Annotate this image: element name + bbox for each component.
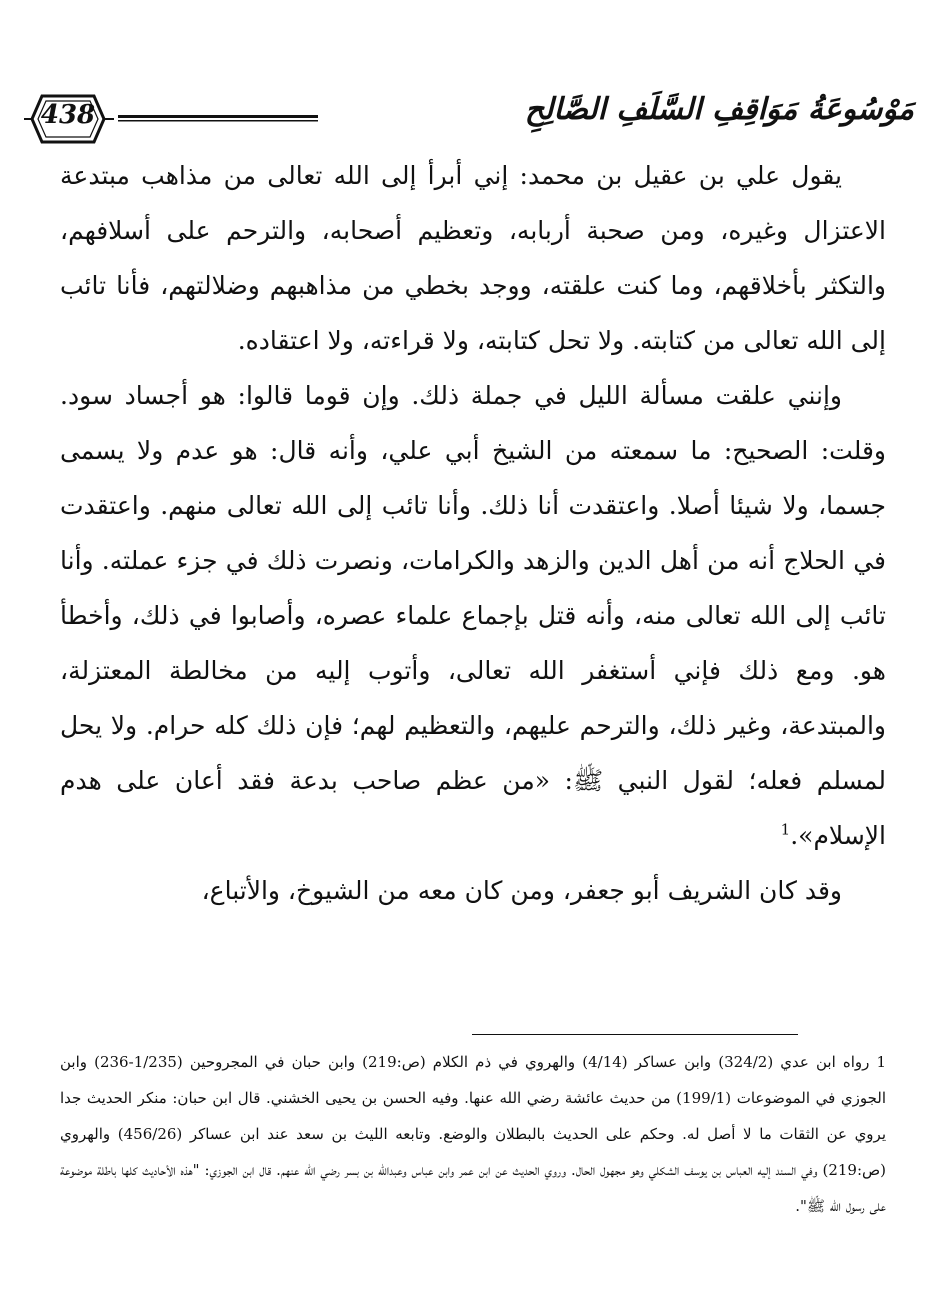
footnote-reference[interactable]: 1	[780, 820, 791, 839]
paragraph-text: وإنني علقت مسألة الليل في جملة ذلك. وإن قوما قالوا: هو أجساد سود. وقلت: الصحيح: ما سمعته من الشيخ أبي علي، وأنه قال: هو عدم ولا يسمى جسما، ولا شيئا أصلا. واعتقدت أنا ذلك. وأنا تائب إلى الله تعالى منهم. واعتقدت في الحلاج أنه من أهل الدين والزهد والكرامات، ونصرت ذلك في جزء عملته. وأنا تائب إلى الله تعالى منه، وأنه قتل بإجماع علماء عصره، وأصابوا في ذلك، وأخطأ هو. ومع ذلك فإني أستغفر الله تعالى، وأتوب إليه من مخالطة المعتزلة، والمبتدعة، وغير ذلك، والترحم عليهم، والتعظيم لهم؛ فإن ذلك كله حرام. ولا يحل لمسلم فعله؛ لقول النبي ﷺ: «من عظم صاحب بدعة فقد أعان على هدم الإسلام».	[60, 381, 886, 850]
footnote-text: رواه ابن عدي (324/2) وابن عساكر (4/14) والهروي في ذم الكلام (ص:219) وابن حبان في المجروحين (1/235-236) وابن الجوزي في الموضوعات (199/1) من حديث عائشة رضي الله عنها. وفيه الحسن بن يحيى الخشني. قال ابن حبان: منكر الحديث جدا يروي عن الثقات ما لا أصل له. وحكم على الحديث بالبطلان والوضع. وتابعه الليث بن سعد عند ابن عساكر (456/26) والهروي (ص:219) وفي السند إليه العباس بن يوسف الشكلي وهو مجهول الحال. وروي الحديث عن ابن عمر وابن عباس وعبدالله بن بسر رضي الله عنهم. قال ابن الجوزي: "هذه الأحاديث كلها باطلة موضوعة على رسول الله ﷺ".	[60, 1053, 887, 1215]
book-title: مَوْسُوعَةُ مَوَاقِفِ السَّلَفِ الصَّالِحِ	[524, 92, 914, 127]
footnote	[60, 1044, 886, 1224]
footnote-number: 1	[876, 1053, 887, 1071]
footnotes	[60, 1044, 886, 1224]
main-text	[60, 148, 886, 918]
paragraph: يقول علي بن عقيل بن محمد: إني أبرأ إلى الله تعالى من مذاهب مبتدعة الاعتزال وغيره، ومن صحبة أربابه، وتعظيم أصحابه، والترحم على أسلافهم، والتكثر بأخلاقهم، وما كنت علقته، ووجد بخطي من مذاهبهم وضلالتهم، فأنا تائب إلى الله تعالى من كتابته. ولا تحل كتابته، ولا قراءته، ولا اعتقاده.	[60, 161, 886, 355]
page-number-badge	[22, 88, 114, 150]
paragraph: وقد كان الشريف أبو جعفر، ومن كان معه من الشيوخ، والأتباع،	[201, 876, 842, 905]
header-rule	[118, 115, 318, 123]
page-header	[22, 88, 920, 152]
footnote-separator	[472, 1034, 798, 1035]
page-number: 438	[40, 100, 96, 130]
paragraph	[60, 368, 886, 863]
